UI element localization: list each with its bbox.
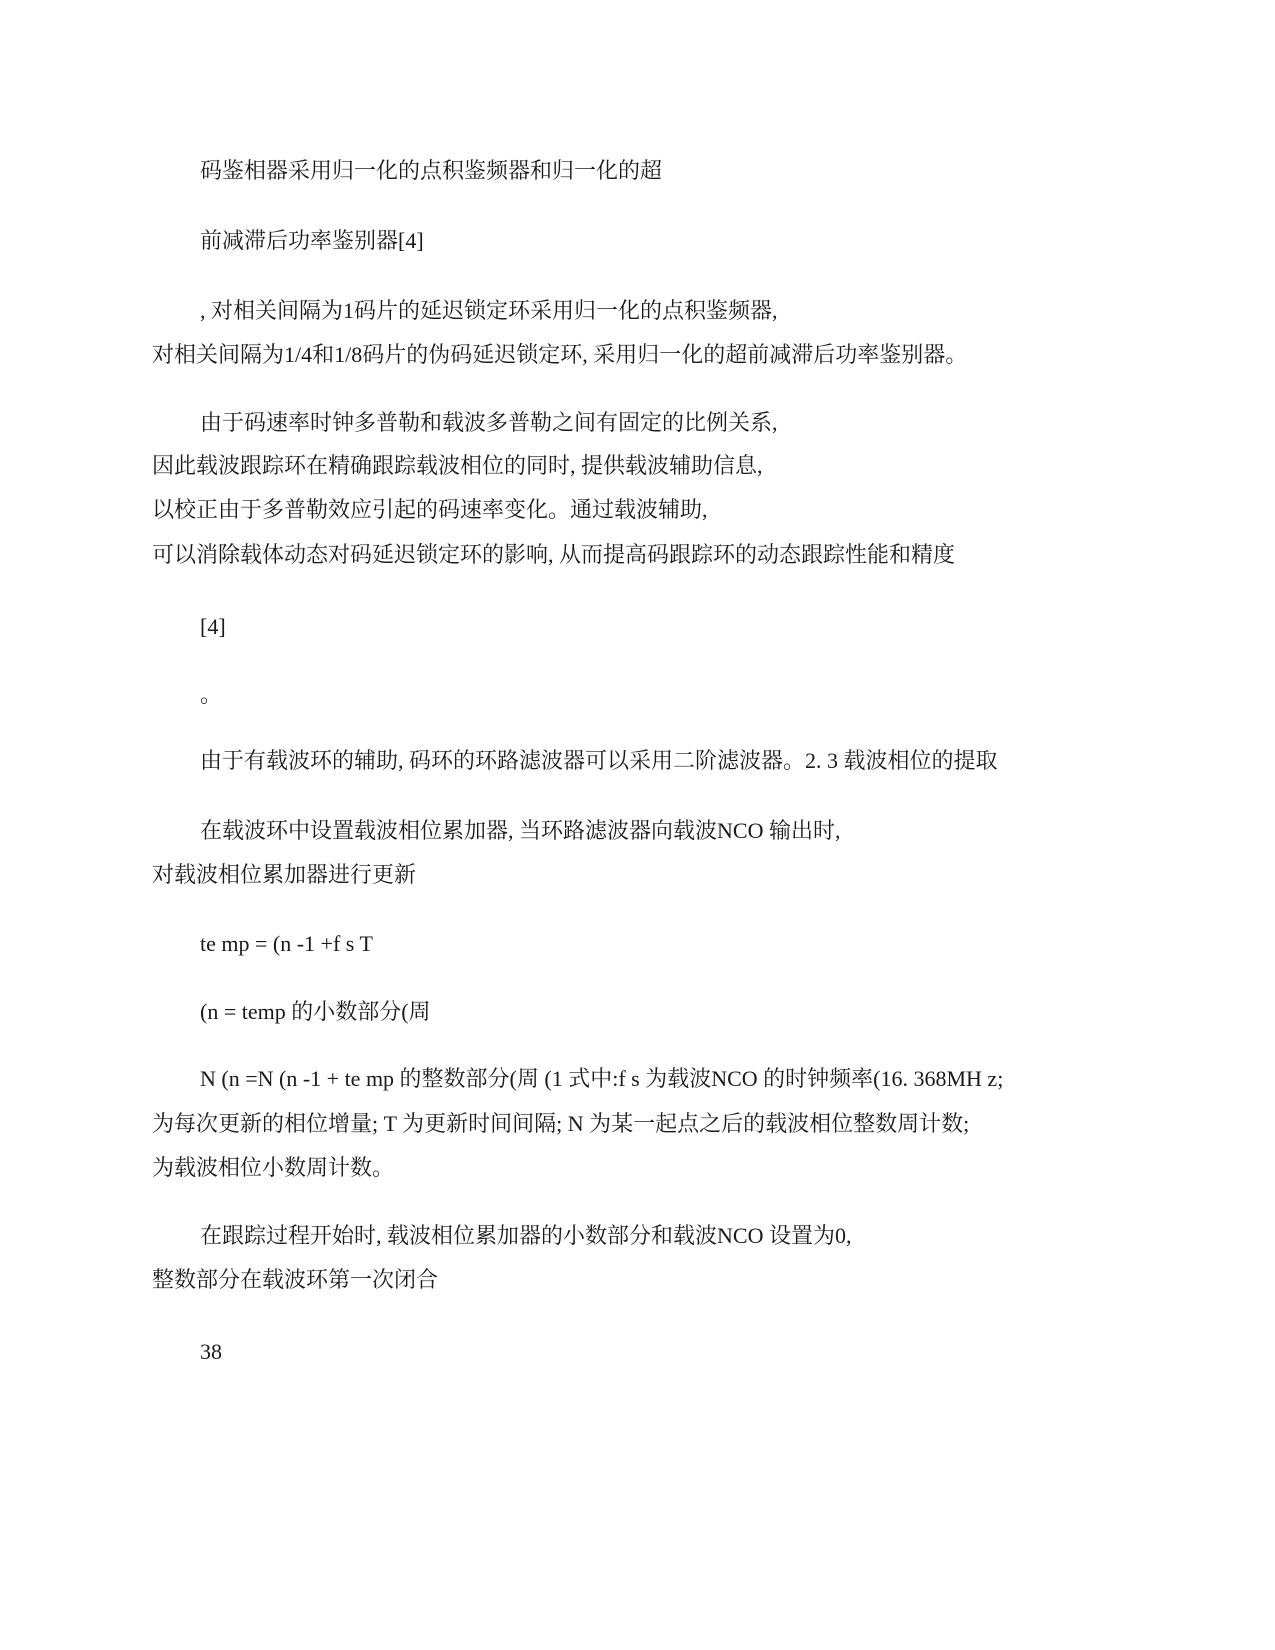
paragraph-text: 码鉴相器采用归一化的点积鉴频器和归一化的超 xyxy=(200,158,663,183)
paragraph-text: 可以消除载体动态对码延迟锁定环的影响, 从而提高码跟踪环的动态跟踪性能和精度 xyxy=(152,542,956,567)
paragraph-text: 以校正由于多普勒效应引起的码速率变化。通过载波辅助, xyxy=(152,497,708,522)
equation-line: te mp = (n -1 +f s T xyxy=(200,931,373,956)
paragraph-text: 。 xyxy=(200,682,223,707)
citation-reference: [4] xyxy=(200,614,226,639)
paragraph-text: 前减滞后功率鉴别器[4] xyxy=(200,228,424,253)
equation-line: (n = temp 的小数部分(周 xyxy=(200,999,431,1024)
paragraph-text: 由于码速率时钟多普勒和载波多普勒之间有固定的比例关系, xyxy=(200,410,778,435)
paragraph-text: , 对相关间隔为1码片的延迟锁定环采用归一化的点积鉴频器, xyxy=(200,298,778,323)
paragraph-text: N (n =N (n -1 + te mp 的整数部分(周 (1 式中:f s 为载波NCO 的时钟频率(16. 368MH z; xyxy=(200,1066,1004,1091)
paragraph-text: 为载波相位小数周计数。 xyxy=(152,1155,395,1180)
paragraph-text: 因此载波跟踪环在精确跟踪载波相位的同时, 提供载波辅助信息, xyxy=(152,453,763,478)
paragraph-text: 对载波相位累加器进行更新 xyxy=(152,862,417,887)
paragraph-text: 整数部分在载波环第一次闭合 xyxy=(152,1267,439,1292)
paragraph-text: 由于有载波环的辅助, 码环的环路滤波器可以采用二阶滤波器。2. 3 载波相位的提取 xyxy=(200,748,998,773)
paragraph-text: 为每次更新的相位增量; T 为更新时间间隔; N 为某一起点之后的载波相位整数周计数; xyxy=(152,1111,970,1136)
paragraph-text: 对相关间隔为1/4和1/8码片的伪码延迟锁定环, 采用归一化的超前减滞后功率鉴别器。 xyxy=(152,342,968,367)
paragraph-text: 在跟踪过程开始时, 载波相位累加器的小数部分和载波NCO 设置为0, xyxy=(200,1223,852,1248)
page-number: 38 xyxy=(200,1339,222,1364)
paragraph-text: 在载波环中设置载波相位累加器, 当环路滤波器向载波NCO 输出时, xyxy=(200,818,841,843)
